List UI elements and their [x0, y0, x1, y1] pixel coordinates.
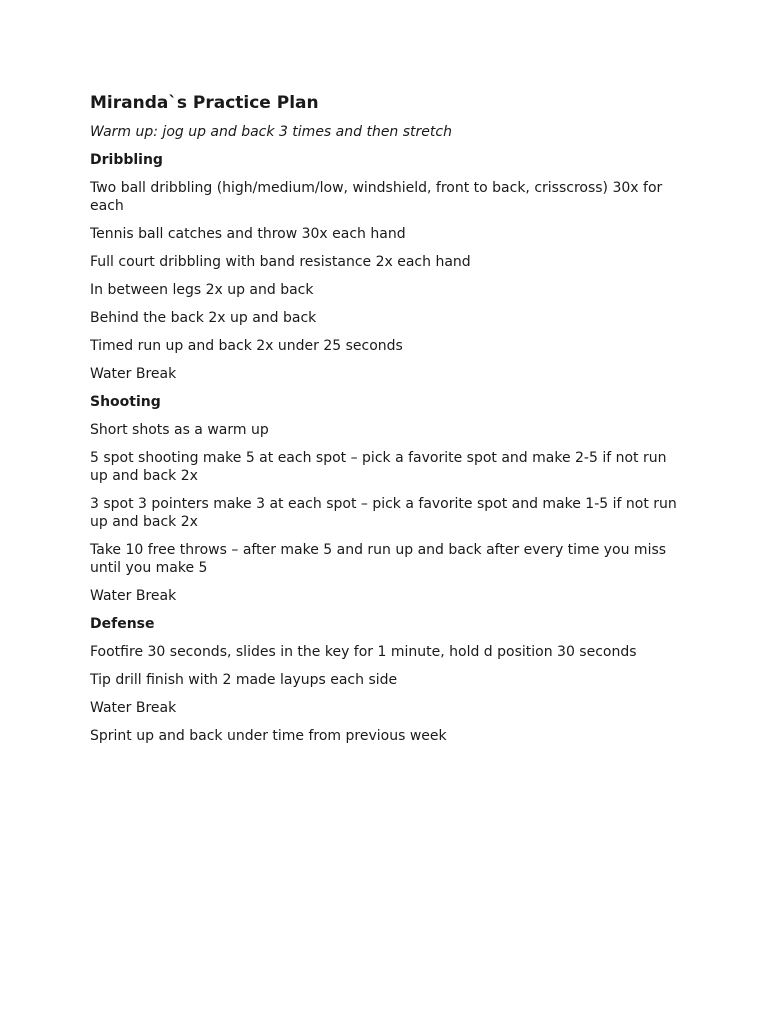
list-item: Take 10 free throws – after make 5 and run up and back after every time you miss until you make 5 [90, 542, 667, 576]
list-item: 5 spot shooting make 5 at each spot – pick a favorite spot and make 2-5 if not run up and back 2x [90, 450, 667, 484]
section-heading-dribbling: Dribbling [90, 152, 163, 168]
list-item: Sprint up and back under time from previous week [90, 728, 447, 744]
list-item: Tennis ball catches and throw 30x each hand [90, 226, 406, 242]
list-item: Two ball dribbling (high/medium/low, windshield, front to back, crisscross) 30x for each [90, 180, 663, 214]
list-item: Timed run up and back 2x under 25 seconds [90, 338, 403, 354]
list-item: Tip drill finish with 2 made layups each side [90, 672, 398, 688]
list-item: In between legs 2x up and back [90, 282, 314, 298]
list-item: Footfire 30 seconds, slides in the key for 1 minute, hold d position 30 seconds [90, 644, 637, 660]
list-item: 3 spot 3 pointers make 3 at each spot – pick a favorite spot and make 1-5 if not run up and back 2x [90, 496, 677, 530]
section-heading-defense: Defense [90, 616, 155, 632]
list-item: Full court dribbling with band resistance 2x each hand [90, 254, 471, 270]
list-item: Water Break [90, 366, 177, 382]
list-item: Behind the back 2x up and back [90, 310, 317, 326]
document-page [90, 92, 680, 755]
list-item: Short shots as a warm up [90, 422, 269, 438]
list-item: Water Break [90, 588, 177, 604]
warm-up-intro: Warm up: jog up and back 3 times and then stretch [90, 124, 452, 140]
document-title: Miranda`s Practice Plan [90, 93, 319, 113]
section-heading-shooting: Shooting [90, 394, 161, 410]
list-item: Water Break [90, 700, 177, 716]
